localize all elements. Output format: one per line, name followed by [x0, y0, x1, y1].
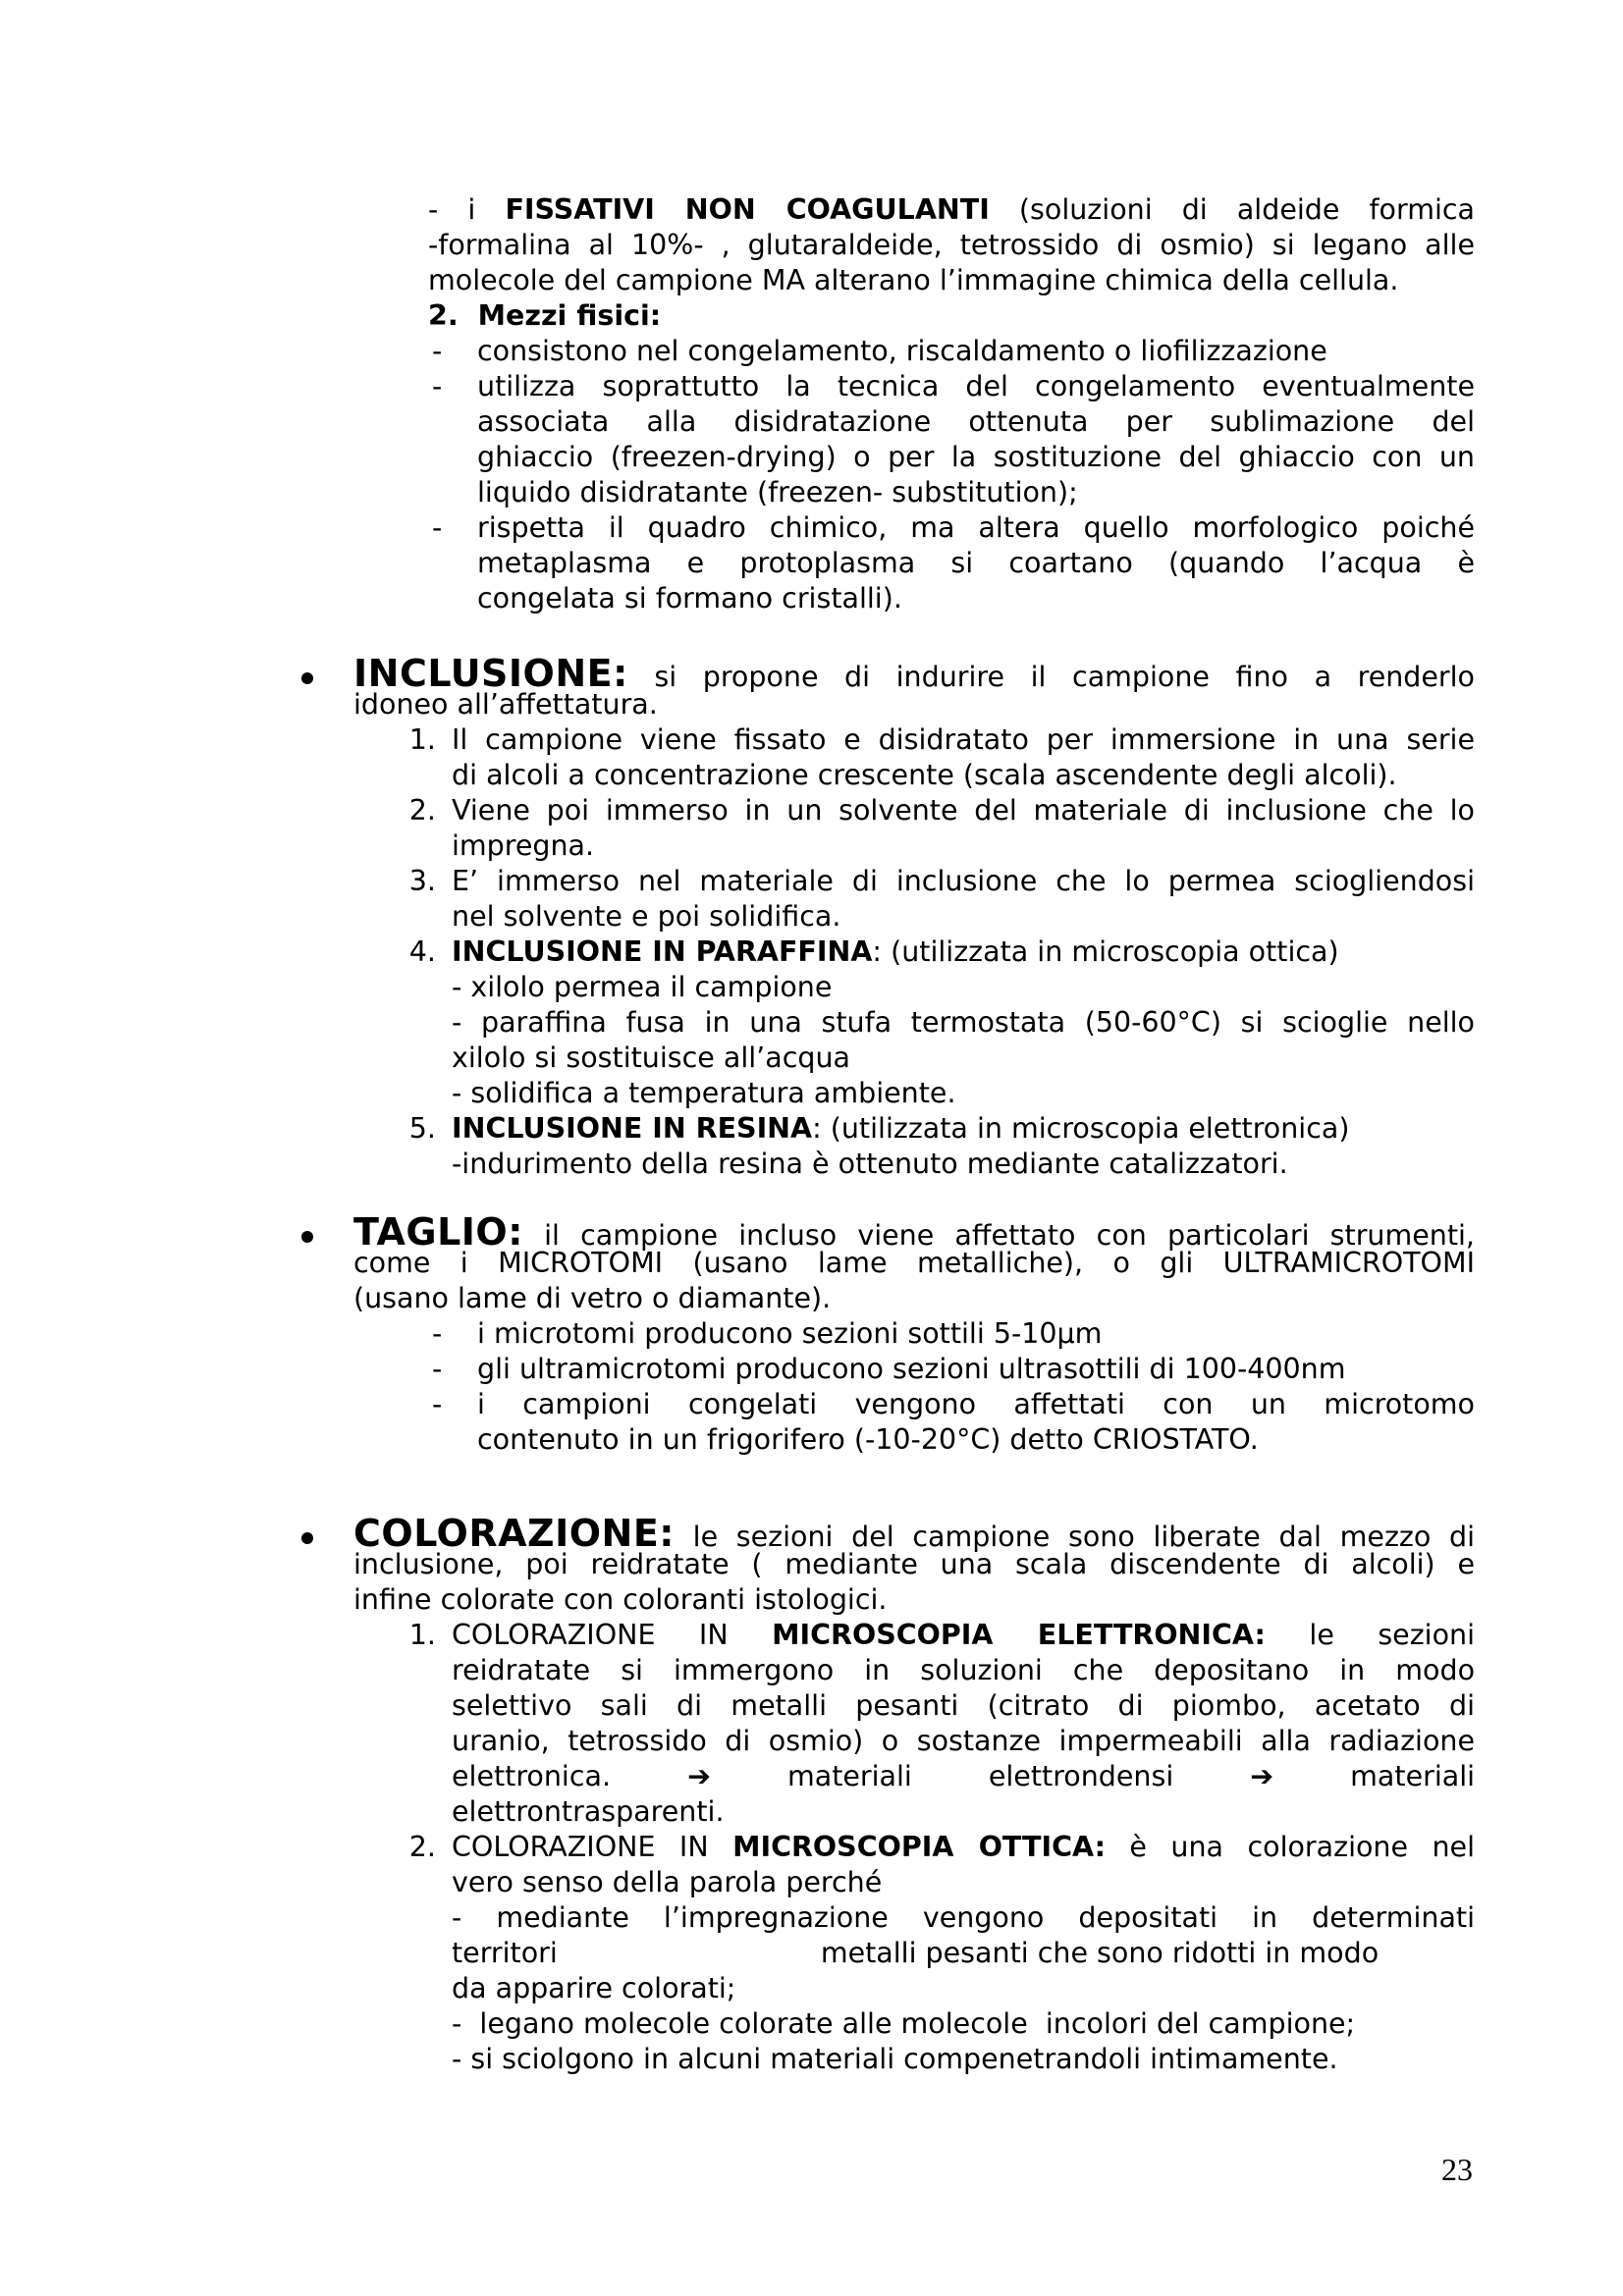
section-intro-line: inclusione, poi reidratate ( mediante una scala discendente di alcoli) e [353, 1548, 1475, 1580]
section-intro-line: idoneo all’affettatura. [353, 688, 658, 721]
item-text: elettronica. ➔ materiali elettrondensi ➔ materiali [452, 1760, 1476, 1792]
item-text: - mediante l’impregnazione vengono depositati in determinati [452, 1901, 1475, 1934]
arrow-right-icon: ➔ [687, 1760, 711, 1792]
dash-marker: - [432, 335, 443, 367]
item-text: Viene poi immerso in un solvente del materiale di inclusione che lo [452, 794, 1475, 827]
list-item-text: i microtomi producono sezioni sottili 5-10µm [477, 1317, 1103, 1350]
subheading-mezzi-fisici: 2. Mezzi fisici: [428, 299, 662, 332]
numbered-item [452, 1830, 1475, 2077]
item-text: INCLUSIONE IN RESINA: (utilizzata in microscopia elettronica) [452, 1112, 1350, 1145]
bullet-icon [301, 1532, 313, 1544]
dash-marker: - [432, 1388, 443, 1420]
paragraph-line: - i FISSATIVI NON COAGULANTI (soluzioni di aldeide formica [428, 193, 1476, 226]
arrow-right-icon: ➔ [1250, 1760, 1274, 1792]
list-item-text: gli ultramicrotomi producono sezioni ultrasottili di 100-400nm [477, 1353, 1346, 1385]
item-text: reidratate si immergono in soluzioni che depositano in modo [452, 1654, 1475, 1686]
section-intro-line: infine colorate con coloranti istologici. [353, 1583, 888, 1616]
item-text: xilolo si sostituisce all’acqua [452, 1041, 850, 1074]
item-text: COLORAZIONE IN MICROSCOPIA OTTICA: è una colorazione nel [452, 1831, 1475, 1863]
item-text: Il campione viene fissato e disidratato per immersione in una serie [452, 723, 1475, 756]
list-number: 2. [408, 1831, 436, 1863]
list-number: 4. [408, 935, 436, 968]
list-item-text: liquido disidratante (freezen- substitution); [477, 476, 1078, 508]
section-intro-line: TAGLIO: il campione incluso viene affettato con particolari strumenti, [353, 1210, 1475, 1254]
item-text: COLORAZIONE IN MICROSCOPIA ELETTRONICA: le sezioni [452, 1619, 1476, 1651]
section-intro-line: INCLUSIONE: si propone di indurire il campione fino a renderlo [353, 652, 1475, 695]
numbered-item [452, 934, 1475, 1111]
item-text: vero senso della parola perché [452, 1866, 883, 1898]
section-intro-line: COLORAZIONE: le sezioni del campione sono liberate dal mezzo di [353, 1512, 1475, 1555]
section-title: TAGLIO: [353, 1210, 523, 1254]
item-text: - paraffina fusa in una stufa termostata (50-60°C) si scioglie nello [452, 1006, 1475, 1039]
item-text: uranio, tetrossido di osmio) o sostanze impermeabili alla radiazione [452, 1725, 1475, 1757]
colorazione-section [353, 1512, 1475, 1618]
list-item-text: consistono nel congelamento, riscaldamento o liofilizzazione [477, 335, 1327, 367]
fissativi-section [428, 192, 1475, 298]
item-text: selettivo sali di metalli pesanti (citrato di piombo, acetato di [452, 1689, 1475, 1722]
section-title: COLORAZIONE: [353, 1512, 675, 1555]
numbered-item [452, 722, 1475, 793]
section-intro-line: come i MICROTOMI (usano lame metalliche), o gli ULTRAMICROTOMI [353, 1247, 1475, 1279]
section-title: INCLUSIONE: [353, 652, 628, 695]
section-intro-line: (usano lame di vetro o diamante). [353, 1282, 832, 1314]
list-number: 3. [408, 865, 436, 897]
list-item [477, 369, 1475, 510]
item-text: nel solvente e poi solidifica. [452, 900, 841, 933]
list-item-text: associata alla disidratazione ottenuta per sublimazione del [477, 405, 1475, 438]
inclusione-section [353, 652, 1475, 722]
numbered-item [452, 864, 1475, 934]
item-text: territori metalli pesanti che sono ridotti in modo [452, 1937, 1380, 1969]
list-item-text: ghiaccio (freezen-drying) o per la sostituzione del ghiaccio con un [477, 441, 1475, 473]
numbered-item [452, 1618, 1475, 1830]
list-item [477, 334, 1475, 369]
numbered-item [452, 793, 1475, 864]
list-item-text: utilizza soprattutto la tecnica del congelamento eventualmente [477, 370, 1475, 402]
bullet-icon [301, 1231, 313, 1243]
list-item-text: i campioni congelati vengono affettati con un microtomo [477, 1388, 1475, 1420]
list-number: 1. [408, 723, 436, 756]
dash-marker: - [432, 370, 443, 402]
list-number: 1. [408, 1619, 436, 1651]
numbered-item [452, 1111, 1475, 1182]
list-item-text: contenuto in un frigorifero (-10-20°C) detto CRIOSTATO. [477, 1423, 1259, 1456]
list-item [477, 1387, 1475, 1458]
item-text: -indurimento della resina è ottenuto mediante catalizzatori. [452, 1148, 1288, 1180]
item-text: - xilolo permea il campione [452, 971, 833, 1003]
item-text: di alcoli a concentrazione crescente (scala ascendente degli alcoli). [452, 759, 1397, 791]
list-number: 2. [408, 794, 436, 827]
list-item [477, 510, 1475, 616]
item-text: impregna. [452, 829, 595, 862]
taglio-section [353, 1210, 1475, 1316]
paragraph-line: -formalina al 10%- , glutaraldeide, tetrossido di osmio) si legano alle [428, 229, 1475, 261]
list-number: 5. [408, 1112, 436, 1145]
bullet-icon [301, 672, 313, 684]
list-item [477, 1316, 1475, 1352]
list-item [477, 1352, 1475, 1387]
list-item-text: rispetta il quadro chimico, ma altera quello morfologico poiché [477, 511, 1475, 544]
list-item-text: congelata si formano cristalli). [477, 582, 902, 614]
dash-marker: - [432, 1317, 443, 1350]
dash-marker: - [432, 1353, 443, 1385]
item-text: da apparire colorati; [452, 1972, 736, 2004]
page-number: 23 [1441, 2152, 1473, 2187]
item-text: elettrontrasparenti. [452, 1795, 725, 1828]
item-text: INCLUSIONE IN PARAFFINA: (utilizzata in microscopia ottica) [452, 935, 1339, 968]
list-item-text: metaplasma e protoplasma si coartano (quando l’acqua è [477, 547, 1475, 579]
paragraph-line: molecole del campione MA alterano l’immagine chimica della cellula. [428, 264, 1399, 296]
item-text: E’ immerso nel materiale di inclusione che lo permea sciogliendosi [452, 865, 1475, 897]
dash-marker: - [432, 511, 443, 544]
item-text: - si sciolgono in alcuni materiali compenetrandoli intimamente. [452, 2043, 1338, 2075]
item-text: - legano molecole colorate alle molecole incolori del campione; [452, 2007, 1356, 2040]
item-text: - solidifica a temperatura ambiente. [452, 1077, 956, 1109]
